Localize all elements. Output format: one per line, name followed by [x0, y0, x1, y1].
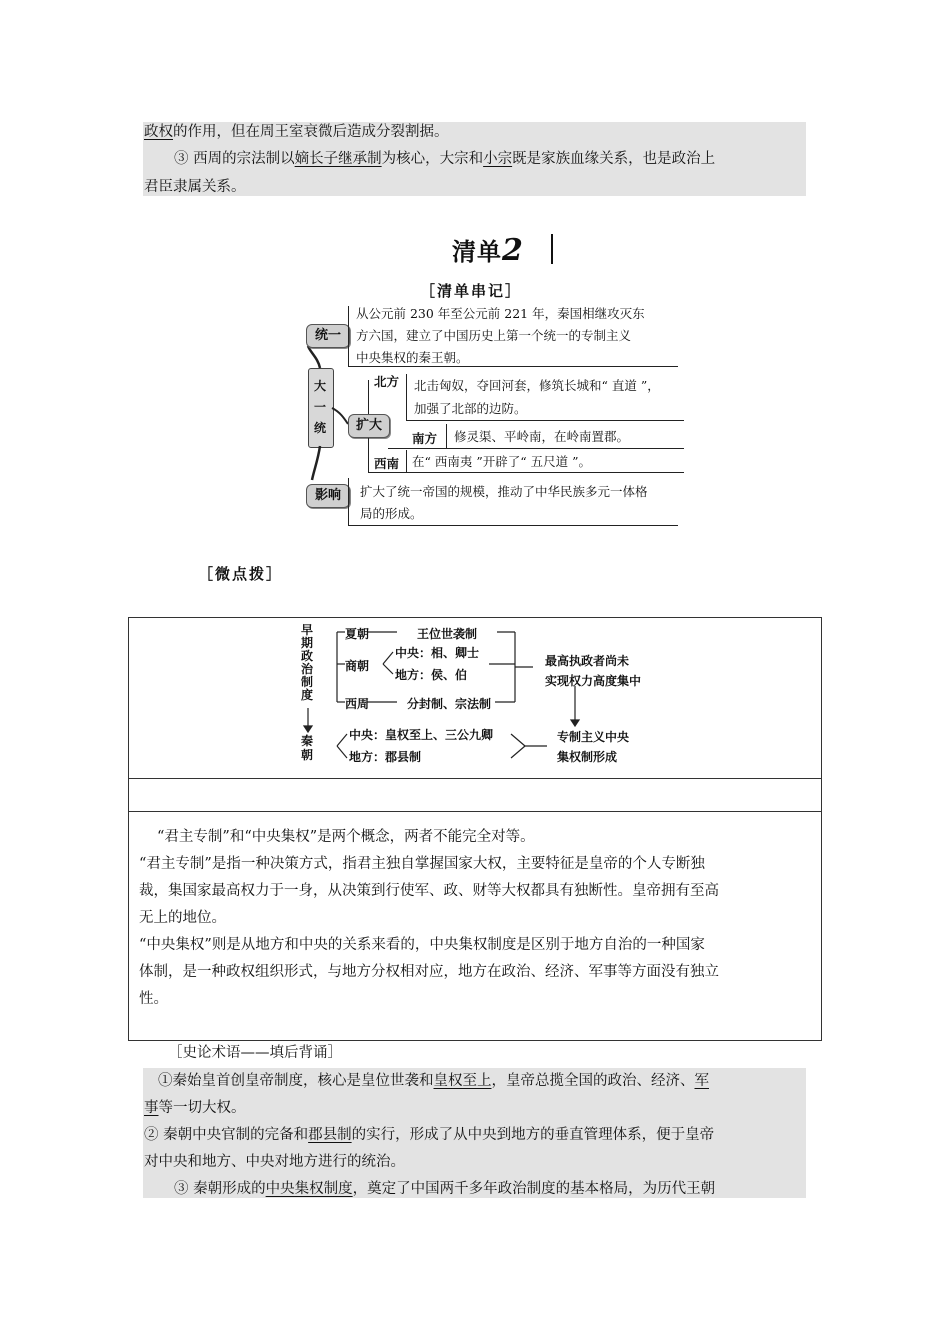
fc-zhou: 西周	[345, 697, 370, 711]
tip-para-3-l1: “中央集权”则是从地方和中央的关系来看的，中央集权制度是区别于地方自治的一种国家	[139, 937, 705, 953]
term-3-l1: ③ 秦朝形成的中央集权制度，奠定了中国两千多年政治制度的基本格局，为历代王朝	[174, 1181, 716, 1197]
fc-left-top: 早期政治制度	[301, 623, 314, 702]
label-tongyi: 统一	[306, 324, 350, 348]
fc-result2-l2: 集权制形成	[557, 750, 618, 764]
section-title: 清单2	[452, 233, 524, 268]
top-line-1: 政权的作用，但在周王室衰微后造成分裂割据。	[144, 124, 449, 140]
west-vline	[406, 450, 407, 472]
term-2-l2: 对中央和地方、中央对地方进行的统治。	[144, 1154, 405, 1170]
label-kuoda: 扩大	[348, 414, 390, 438]
term-1-l2: 事等一切大权。	[144, 1100, 246, 1116]
fc-xia: 夏朝	[345, 627, 370, 641]
yingxiang-vline	[348, 478, 349, 526]
center-label-char: 一	[313, 400, 326, 414]
tip-heading: ［微点拨］	[198, 565, 284, 583]
fc-result1-l1: 最高执政者尚未	[545, 654, 630, 668]
tip-para-3-l2: 体制，是一种政权组织形式，与地方分权相对应，地方在政治、经济、军事等方面没有独立	[139, 964, 719, 980]
tip-para-1: “君主专制”和“中央集权”是两个概念，两者不能完全对等。	[157, 829, 535, 845]
tongyi-line-2: 方六国，建立了中国历史上第一个统一的专制主义	[356, 328, 632, 343]
term-2-l1: ② 秦朝中央官制的完备和郡县制的实行，形成了从中央到地方的垂直管理体系，便于皇帝	[144, 1127, 715, 1143]
tip-para-2-l1: “君主专制”是指一种决策方式，指君主独自掌握国家大权，主要特征是皇帝的个人专断独	[139, 856, 705, 872]
tongyi-line-3: 中央集权的秦王朝。	[356, 350, 469, 365]
top-line-3: 君臣隶属关系。	[144, 179, 246, 195]
fc-xia-item: 王位世袭制	[417, 627, 478, 641]
fc-result2-l1: 专制主义中央	[557, 730, 630, 744]
west-head: 西南	[374, 456, 400, 471]
tongyi-line-1: 从公元前 230 年至公元前 221 年，秦国相继攻灭东	[356, 306, 645, 321]
north-vline	[406, 374, 407, 420]
term-1-l1: ①秦始皇首创皇帝制度，核心是皇位世袭和皇权至上，皇帝总揽全国的政治、经济、军	[158, 1073, 709, 1089]
tip-para-2-l3: 无上的地位。	[139, 910, 226, 926]
terms-heading: ［史论术语——填后背诵］	[168, 1045, 342, 1061]
kuoda-trunk-2	[368, 438, 369, 472]
center-label-char: 统	[313, 421, 326, 435]
flowchart	[289, 622, 689, 772]
section-subtitle: ［清单串记］	[420, 282, 523, 300]
top-line-2: ③ 西周的宗法制以嫡长子继承制为核心，大宗和小宗既是家族血缘关系，也是政治上	[174, 151, 716, 167]
tip-table	[128, 617, 822, 1041]
fc-zhou-item: 分封制、宗法制	[407, 697, 492, 711]
north-line-1: 北击匈奴，夺回河套，修筑长城和“ 直道 ”，	[414, 378, 660, 393]
north-line-2: 加强了北部的边防。	[414, 401, 527, 416]
tip-para-3-l3: 性。	[139, 991, 168, 1007]
yingxiang-underline	[348, 525, 678, 526]
fc-left-bottom: 秦朝	[301, 734, 314, 762]
tongyi-vline	[348, 306, 349, 367]
fc-result1-l2: 实现权力高度集中	[545, 674, 642, 688]
section-title-bar	[551, 234, 553, 264]
fc-shang-central: 中央：相、卿士	[395, 646, 480, 660]
south-text: 修灵渠、平岭南，在岭南置郡。	[454, 429, 630, 444]
fc-qin-central: 中央：皇权至上、三公九卿	[349, 728, 494, 742]
yingxiang-line-1: 扩大了统一帝国的规模，推动了中华民族多元一体格	[360, 484, 648, 499]
tip-para-2-l2: 裁，集国家最高权力于一身，从决策到行使军、政、财等大权都具有独断性。皇帝拥有至高	[139, 883, 719, 899]
underlined-term: 政权	[144, 124, 173, 140]
south-underline	[388, 448, 684, 449]
table-row-divider-1	[129, 778, 821, 779]
kuoda-trunk	[368, 380, 369, 414]
yingxiang-line-2: 局的形成。	[360, 506, 423, 521]
north-head: 北方	[374, 374, 400, 389]
south-head: 南方	[412, 431, 438, 446]
north-underline	[406, 420, 684, 421]
west-text: 在“ 西南夷 ”开辟了“ 五尺道 ”。	[412, 454, 591, 469]
fc-qin-local: 地方：郡县制	[349, 750, 422, 764]
fc-shang: 商朝	[345, 659, 370, 673]
south-vline	[446, 424, 447, 448]
fc-shang-local: 地方：侯、伯	[395, 668, 468, 682]
label-yingxiang: 影响	[306, 484, 350, 508]
table-row-divider-2	[129, 811, 821, 812]
center-label-char: 大	[313, 379, 326, 393]
mind-map	[300, 300, 690, 530]
